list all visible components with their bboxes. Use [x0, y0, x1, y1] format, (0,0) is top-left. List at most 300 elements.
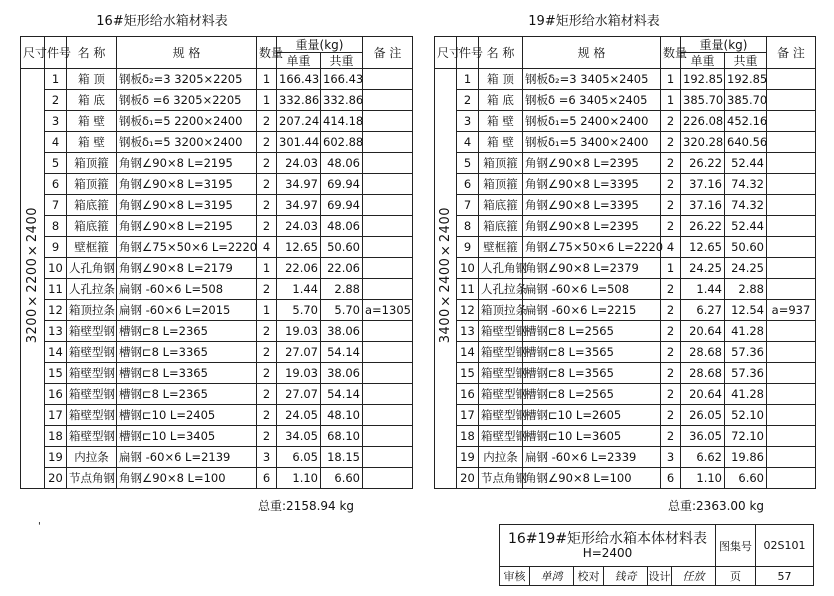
part-no: 10 — [457, 258, 479, 279]
part-spec: 槽钢⊏8 L=2365 — [117, 384, 257, 405]
total-weight: 52.44 — [725, 216, 767, 237]
part-no: 6 — [457, 174, 479, 195]
unit-weight: 207.24 — [277, 111, 321, 132]
total-weight: 50.60 — [725, 237, 767, 258]
part-qty: 2 — [257, 384, 277, 405]
part-qty: 2 — [661, 174, 681, 195]
part-name: 箱底箍 — [479, 195, 523, 216]
part-note — [767, 111, 816, 132]
part-spec: 扁钢 -60×6 L=508 — [117, 279, 257, 300]
part-qty: 2 — [661, 300, 681, 321]
part-note — [363, 90, 413, 111]
drawing-title: 16#19#矩形给水箱本体材料表 — [507, 531, 708, 547]
table-row — [435, 363, 816, 384]
unit-weight: 6.27 — [681, 300, 725, 321]
part-no-header: 件号 — [45, 37, 67, 69]
part-qty: 2 — [661, 279, 681, 300]
left-table-caption: 16#矩形给水箱材料表 — [96, 14, 228, 29]
part-note: a=1305 — [363, 300, 413, 321]
part-name: 箱顶拉条 — [67, 300, 117, 321]
part-note — [363, 279, 413, 300]
weight-header: 重量(kg) — [277, 37, 363, 53]
part-no: 12 — [45, 300, 67, 321]
total-weight: 452.16 — [725, 111, 767, 132]
total-weight: 48.06 — [321, 153, 363, 174]
part-spec: 槽钢⊏10 L=2605 — [523, 405, 661, 426]
part-note — [363, 174, 413, 195]
table-row — [21, 384, 413, 405]
part-name: 箱壁型钢 — [479, 405, 523, 426]
part-name: 箱顶箍 — [479, 153, 523, 174]
unit-weight: 24.03 — [277, 153, 321, 174]
part-note — [767, 153, 816, 174]
part-qty: 2 — [257, 216, 277, 237]
total-weight: 18.15 — [321, 447, 363, 468]
total-weight: 602.88 — [321, 132, 363, 153]
total-weight: 50.60 — [321, 237, 363, 258]
part-spec: 角钢∠90×8 L=2395 — [523, 153, 661, 174]
unit-weight: 26.05 — [681, 405, 725, 426]
part-spec: 角钢∠90×8 L=100 — [523, 468, 661, 489]
part-no: 11 — [45, 279, 67, 300]
part-note — [363, 426, 413, 447]
part-spec: 角钢∠90×8 L=2195 — [117, 216, 257, 237]
table-row — [21, 279, 413, 300]
part-no: 9 — [45, 237, 67, 258]
part-spec: 槽钢⊏8 L=3365 — [117, 342, 257, 363]
part-no: 11 — [457, 279, 479, 300]
part-spec: 角钢∠90×8 L=3195 — [117, 174, 257, 195]
table-row — [21, 132, 413, 153]
unit-weight: 1.10 — [681, 468, 725, 489]
total-weight: 69.94 — [321, 195, 363, 216]
part-qty: 2 — [661, 342, 681, 363]
part-note — [363, 363, 413, 384]
unit-weight: 20.64 — [681, 384, 725, 405]
part-name: 箱 壁 — [479, 132, 523, 153]
part-name: 箱壁型钢 — [479, 321, 523, 342]
part-name: 箱壁型钢 — [479, 426, 523, 447]
tank-dimension-cell — [435, 69, 457, 489]
part-qty: 2 — [661, 384, 681, 405]
part-note — [363, 195, 413, 216]
part-name: 箱壁型钢 — [67, 426, 117, 447]
part-qty: 2 — [257, 321, 277, 342]
part-name: 箱 壁 — [67, 111, 117, 132]
unit-weight: 24.03 — [277, 216, 321, 237]
part-no: 18 — [45, 426, 67, 447]
unit-weight: 26.22 — [681, 216, 725, 237]
total-weight: 12.54 — [725, 300, 767, 321]
part-no: 1 — [457, 69, 479, 90]
table-row — [435, 90, 816, 111]
part-qty: 2 — [661, 216, 681, 237]
unit-weight: 385.70 — [681, 90, 725, 111]
part-no-header: 件号 — [457, 37, 479, 69]
tank-dimension: 3200×2200×2400 — [25, 207, 40, 344]
part-qty: 3 — [661, 447, 681, 468]
part-name: 壁框箍 — [67, 237, 117, 258]
part-note — [363, 237, 413, 258]
unit-weight: 26.22 — [681, 153, 725, 174]
table-row — [21, 447, 413, 468]
spec-header: 规 格 — [117, 37, 257, 69]
left-table-body — [21, 69, 413, 489]
part-no: 14 — [45, 342, 67, 363]
part-no: 14 — [457, 342, 479, 363]
note-header: 备 注 — [363, 37, 413, 69]
part-no: 8 — [45, 216, 67, 237]
part-no: 10 — [45, 258, 67, 279]
unit-weight: 20.64 — [681, 321, 725, 342]
unit-weight: 27.07 — [277, 342, 321, 363]
total-weight: 48.10 — [321, 405, 363, 426]
part-qty: 2 — [257, 174, 277, 195]
part-qty: 2 — [661, 405, 681, 426]
total-weight: 2.88 — [725, 279, 767, 300]
page-number: 57 — [756, 567, 814, 586]
total-weight: 192.85 — [725, 69, 767, 90]
right-material-table — [434, 36, 816, 489]
part-spec: 角钢∠90×8 L=2179 — [117, 258, 257, 279]
part-note — [363, 321, 413, 342]
part-note — [767, 363, 816, 384]
part-no: 15 — [457, 363, 479, 384]
part-qty: 2 — [661, 153, 681, 174]
part-name: 人孔角钢 — [479, 258, 523, 279]
part-no: 8 — [457, 216, 479, 237]
total-weight: 414.18 — [321, 111, 363, 132]
part-spec: 槽钢⊏8 L=2565 — [523, 321, 661, 342]
part-qty: 2 — [661, 111, 681, 132]
part-name: 箱 底 — [479, 90, 523, 111]
total-weight: 52.44 — [725, 153, 767, 174]
unit-weight: 37.16 — [681, 174, 725, 195]
part-qty: 4 — [257, 237, 277, 258]
part-qty: 3 — [257, 447, 277, 468]
part-name: 箱壁型钢 — [479, 342, 523, 363]
part-no: 1 — [45, 69, 67, 90]
total-weight: 22.06 — [321, 258, 363, 279]
part-note — [767, 90, 816, 111]
part-note — [767, 342, 816, 363]
part-note — [767, 447, 816, 468]
part-spec: 扁钢 -60×6 L=2139 — [117, 447, 257, 468]
part-spec: 钢板δ₂=3 3405×2405 — [523, 69, 661, 90]
name-header: 名 称 — [479, 37, 523, 69]
part-qty: 1 — [661, 258, 681, 279]
design-signature: 任放 — [672, 567, 716, 586]
total-weight: 385.70 — [725, 90, 767, 111]
unit-weight: 192.85 — [681, 69, 725, 90]
part-note — [767, 132, 816, 153]
unit-weight: 19.03 — [277, 363, 321, 384]
unit-weight-header: 单重 — [681, 53, 725, 69]
table-row — [21, 342, 413, 363]
part-note — [767, 468, 816, 489]
part-spec: 扁钢 -60×6 L=2339 — [523, 447, 661, 468]
part-spec: 角钢∠90×8 L=3195 — [117, 195, 257, 216]
total-weight: 52.10 — [725, 405, 767, 426]
part-note — [363, 153, 413, 174]
part-spec: 角钢∠90×8 L=3395 — [523, 195, 661, 216]
size-header: 尺寸 — [21, 37, 45, 69]
part-spec: 角钢∠90×8 L=100 — [117, 468, 257, 489]
part-name: 箱壁型钢 — [67, 384, 117, 405]
table-row — [21, 363, 413, 384]
spec-header: 规 格 — [523, 37, 661, 69]
part-no: 16 — [45, 384, 67, 405]
unit-weight: 301.44 — [277, 132, 321, 153]
atlas-number: 02S101 — [756, 525, 814, 567]
review-signature: 单鸿 — [530, 567, 574, 586]
part-note — [363, 468, 413, 489]
part-qty: 1 — [257, 300, 277, 321]
table-row — [21, 174, 413, 195]
part-spec: 角钢∠90×8 L=3395 — [523, 174, 661, 195]
part-spec: 角钢∠90×8 L=2379 — [523, 258, 661, 279]
part-qty: 2 — [257, 279, 277, 300]
part-no: 17 — [457, 405, 479, 426]
part-spec: 扁钢 -60×6 L=508 — [523, 279, 661, 300]
title-cell — [500, 525, 716, 567]
total-weight: 38.06 — [321, 321, 363, 342]
part-note — [363, 132, 413, 153]
part-no: 6 — [45, 174, 67, 195]
part-name: 箱壁型钢 — [67, 405, 117, 426]
part-spec: 槽钢⊏10 L=3605 — [523, 426, 661, 447]
unit-weight: 166.43 — [277, 69, 321, 90]
table-row — [435, 279, 816, 300]
table-row — [435, 384, 816, 405]
part-name: 箱顶箍 — [67, 174, 117, 195]
table-row — [21, 321, 413, 342]
unit-weight: 12.65 — [681, 237, 725, 258]
part-spec: 钢板δ₁=5 3400×2400 — [523, 132, 661, 153]
part-name: 箱底箍 — [67, 216, 117, 237]
part-qty: 2 — [257, 426, 277, 447]
part-note — [767, 405, 816, 426]
part-no: 20 — [457, 468, 479, 489]
total-weight: 69.94 — [321, 174, 363, 195]
right-table-body — [435, 69, 816, 489]
total-weight: 68.10 — [321, 426, 363, 447]
weight-header: 重量(kg) — [681, 37, 767, 53]
total-weight: 72.10 — [725, 426, 767, 447]
total-weight: 48.06 — [321, 216, 363, 237]
table-row — [21, 195, 413, 216]
part-no: 12 — [457, 300, 479, 321]
unit-weight: 24.05 — [277, 405, 321, 426]
table-row — [21, 90, 413, 111]
right-table-caption: 19#矩形给水箱材料表 — [528, 14, 660, 29]
part-note — [363, 342, 413, 363]
total-weight: 57.36 — [725, 342, 767, 363]
total-weight-header: 共重 — [321, 53, 363, 69]
part-name: 箱 顶 — [67, 69, 117, 90]
part-spec: 槽钢⊏8 L=2365 — [117, 321, 257, 342]
drawing-subtitle: H=2400 — [582, 546, 633, 560]
left-total-weight: 总重:2158.94 kg — [258, 499, 355, 513]
part-no: 5 — [45, 153, 67, 174]
table-row — [21, 258, 413, 279]
part-qty: 6 — [257, 468, 277, 489]
table-row — [435, 342, 816, 363]
total-weight: 74.32 — [725, 195, 767, 216]
check-label: 校对 — [574, 567, 604, 586]
part-qty: 1 — [661, 90, 681, 111]
table-row — [435, 447, 816, 468]
total-weight: 2.88 — [321, 279, 363, 300]
unit-weight: 34.97 — [277, 174, 321, 195]
part-no: 19 — [45, 447, 67, 468]
part-qty: 6 — [661, 468, 681, 489]
part-no: 3 — [457, 111, 479, 132]
tank-dimension-cell — [21, 69, 45, 489]
total-weight: 41.28 — [725, 321, 767, 342]
part-name: 节点角钢 — [479, 468, 523, 489]
part-name: 箱壁型钢 — [67, 342, 117, 363]
part-spec: 槽钢⊏10 L=2405 — [117, 405, 257, 426]
table-row — [435, 426, 816, 447]
size-header: 尺寸 — [435, 37, 457, 69]
part-name: 箱壁型钢 — [479, 363, 523, 384]
table-row — [435, 405, 816, 426]
left-material-table — [20, 36, 413, 489]
part-no: 3 — [45, 111, 67, 132]
table-row — [21, 216, 413, 237]
part-name: 人孔角钢 — [67, 258, 117, 279]
table-row — [435, 111, 816, 132]
part-note — [767, 216, 816, 237]
part-note — [767, 279, 816, 300]
part-no: 4 — [457, 132, 479, 153]
unit-weight: 320.28 — [681, 132, 725, 153]
part-name: 人孔拉条 — [67, 279, 117, 300]
total-weight: 54.14 — [321, 342, 363, 363]
part-note — [767, 321, 816, 342]
part-note — [767, 195, 816, 216]
unit-weight: 12.65 — [277, 237, 321, 258]
part-name: 箱底箍 — [479, 216, 523, 237]
table-row — [21, 111, 413, 132]
part-spec: 钢板δ =6 3405×2405 — [523, 90, 661, 111]
part-spec: 槽钢⊏8 L=2565 — [523, 384, 661, 405]
part-qty: 2 — [257, 363, 277, 384]
part-name: 箱顶箍 — [67, 153, 117, 174]
part-note — [363, 111, 413, 132]
part-name: 内拉条 — [67, 447, 117, 468]
part-spec: 槽钢⊏8 L=3565 — [523, 363, 661, 384]
part-spec: 扁钢 -60×6 L=2215 — [523, 300, 661, 321]
table-row — [21, 426, 413, 447]
total-weight: 57.36 — [725, 363, 767, 384]
check-signature: 钱奇 — [604, 567, 648, 586]
part-spec: 槽钢⊏10 L=3405 — [117, 426, 257, 447]
part-qty: 2 — [257, 195, 277, 216]
part-name: 箱壁型钢 — [67, 363, 117, 384]
total-weight: 6.60 — [725, 468, 767, 489]
total-weight: 41.28 — [725, 384, 767, 405]
part-note — [767, 384, 816, 405]
unit-weight: 37.16 — [681, 195, 725, 216]
part-qty: 2 — [257, 405, 277, 426]
table-row — [21, 153, 413, 174]
right-total-weight: 总重:2363.00 kg — [668, 499, 765, 513]
part-spec: 角钢∠75×50×6 L=2220 — [117, 237, 257, 258]
total-weight: 19.86 — [725, 447, 767, 468]
part-note — [363, 447, 413, 468]
table-row — [21, 468, 413, 489]
part-spec: 角钢∠90×8 L=2395 — [523, 216, 661, 237]
part-no: 13 — [457, 321, 479, 342]
tank-dimension: 3400×2400×2400 — [438, 207, 453, 344]
part-no: 4 — [45, 132, 67, 153]
part-spec: 钢板δ =6 3205×2205 — [117, 90, 257, 111]
part-qty: 2 — [257, 111, 277, 132]
part-spec: 钢板δ₁=5 2200×2400 — [117, 111, 257, 132]
atlas-label: 图集号 — [716, 525, 756, 567]
part-spec: 扁钢 -60×6 L=2015 — [117, 300, 257, 321]
part-qty: 2 — [257, 153, 277, 174]
unit-weight: 6.05 — [277, 447, 321, 468]
table-row — [435, 216, 816, 237]
part-name: 箱壁型钢 — [479, 384, 523, 405]
unit-weight: 28.68 — [681, 342, 725, 363]
part-qty: 2 — [257, 342, 277, 363]
part-note — [767, 69, 816, 90]
unit-weight: 34.05 — [277, 426, 321, 447]
part-note — [767, 426, 816, 447]
part-name: 人孔拉条 — [479, 279, 523, 300]
unit-weight: 1.10 — [277, 468, 321, 489]
part-no: 15 — [45, 363, 67, 384]
unit-weight-header: 单重 — [277, 53, 321, 69]
part-no: 17 — [45, 405, 67, 426]
part-qty: 2 — [661, 426, 681, 447]
part-no: 7 — [45, 195, 67, 216]
part-no: 9 — [457, 237, 479, 258]
design-label: 设计 — [648, 567, 672, 586]
part-no: 19 — [457, 447, 479, 468]
part-qty: 1 — [257, 258, 277, 279]
table-row — [435, 195, 816, 216]
table-row — [435, 174, 816, 195]
review-label: 审核 — [500, 567, 530, 586]
part-no: 2 — [457, 90, 479, 111]
part-qty: 1 — [257, 69, 277, 90]
unit-weight: 24.25 — [681, 258, 725, 279]
part-name: 箱壁型钢 — [67, 321, 117, 342]
unit-weight: 332.86 — [277, 90, 321, 111]
total-weight: 6.60 — [321, 468, 363, 489]
unit-weight: 28.68 — [681, 363, 725, 384]
unit-weight: 27.07 — [277, 384, 321, 405]
qty-header: 数量 — [661, 37, 681, 69]
part-name: 箱顶箍 — [479, 174, 523, 195]
title-block — [499, 524, 814, 586]
part-spec: 钢板δ₁=5 3200×2400 — [117, 132, 257, 153]
part-note — [767, 174, 816, 195]
part-note — [363, 258, 413, 279]
part-note — [363, 216, 413, 237]
total-weight: 5.70 — [321, 300, 363, 321]
table-row — [435, 237, 816, 258]
part-name: 箱 顶 — [479, 69, 523, 90]
page-label: 页 — [716, 567, 756, 586]
part-qty: 2 — [257, 132, 277, 153]
part-note — [363, 405, 413, 426]
